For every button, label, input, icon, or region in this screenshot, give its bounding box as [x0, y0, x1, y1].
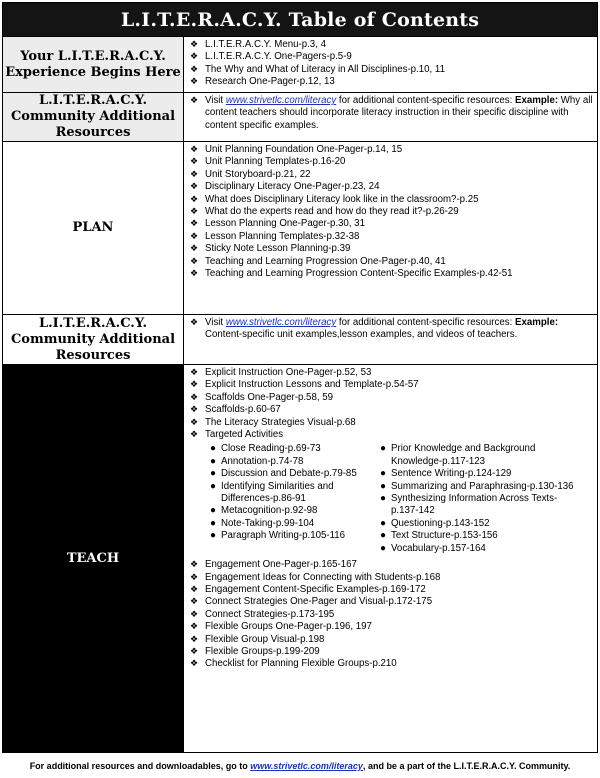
community-row-1: [3, 93, 598, 142]
activity-item: [380, 481, 580, 493]
list-item: [190, 404, 593, 416]
diamond-bullet-icon: ❖: [190, 597, 199, 608]
activity-text: Text Structure-p.153-156: [391, 530, 498, 542]
list-item: [190, 367, 593, 379]
diamond-bullet-icon: ❖: [190, 219, 199, 230]
visit-after-text: for additional content-specific resources:: [336, 95, 513, 106]
list-item: [190, 231, 593, 243]
diamond-bullet-icon: ❖: [190, 182, 199, 193]
diamond-bullet-icon: ❖: [190, 622, 199, 633]
list-item: [190, 392, 593, 404]
strivetlc-link[interactable]: www.strivetlc.com/literacy: [225, 95, 337, 106]
experience-list: [190, 39, 593, 89]
diamond-bullet-icon: ❖: [190, 52, 199, 63]
list-item-text: Checklist for Planning Flexible Groups-p.210: [205, 658, 397, 670]
diamond-bullet-icon: ❖: [190, 145, 199, 155]
example-label: Example:: [514, 317, 559, 328]
round-bullet-icon: ●: [380, 542, 387, 554]
community-cell-2: [184, 315, 598, 365]
diamond-bullet-icon: ❖: [190, 368, 199, 378]
list-item: [190, 429, 593, 441]
list-item-text: Engagement Content-Specific Examples-p.169-172: [205, 583, 426, 595]
diamond-bullet-icon: ❖: [190, 231, 199, 242]
round-bullet-icon: ●: [380, 493, 387, 505]
list-item: [190, 218, 593, 230]
strivetlc-link[interactable]: www.strivetlc.com/literacy: [225, 317, 337, 328]
list-item-text: What does Disciplinary Literacy look like in the classroom?-p.25: [205, 193, 479, 205]
activity-item: [210, 481, 380, 506]
list-item: [190, 634, 593, 646]
list-item-text: Scaffolds-p.60-67: [205, 404, 281, 416]
activity-item: [210, 456, 380, 468]
activity-text: Metacognition-p.92-98: [221, 505, 318, 517]
list-item-text: Sticky Note Lesson Planning-p.39: [205, 243, 351, 255]
list-item-text: L.I.T.E.R.A.C.Y. Menu-p.3, 4: [205, 39, 326, 50]
activities-right: [380, 443, 580, 555]
list-item-text: Flexible Groups-p.199-209: [205, 645, 320, 657]
activity-item: [380, 443, 580, 468]
activity-text: Discussion and Debate-p.79-85: [221, 468, 357, 480]
list-item-text: Unit Planning Foundation One-Pager-p.14, 15: [205, 144, 403, 155]
list-item: [190, 51, 593, 63]
diamond-bullet-icon: ❖: [190, 584, 199, 595]
diamond-bullet-icon: ❖: [190, 659, 199, 670]
activity-item: [210, 443, 380, 455]
list-item: [190, 646, 593, 658]
visit-text: Visit: [205, 95, 224, 106]
list-item-text: Unit Planning Templates-p.16-20: [205, 156, 346, 168]
list-item-text: Lesson Planning Templates-p.32-38: [205, 230, 360, 242]
diamond-bullet-icon: ❖: [190, 194, 199, 205]
activity-item: [380, 468, 580, 480]
list-item: [190, 256, 593, 268]
footer-text-after: , and be a part of the L.I.T.E.R.A.C.Y. Community.: [362, 761, 571, 771]
diamond-bullet-icon: ❖: [190, 64, 199, 75]
list-item: [190, 596, 593, 608]
plan-row: [3, 142, 598, 315]
section-label-teach: TEACH: [3, 365, 184, 753]
community-row-2: [3, 315, 598, 365]
list-item: [190, 206, 593, 218]
activity-item: [210, 518, 380, 530]
diamond-bullet-icon: ❖: [190, 392, 199, 403]
list-item: [190, 156, 593, 168]
list-item: [190, 621, 593, 633]
list-item: [190, 559, 593, 571]
list-item-text: Lesson Planning One-Pager-p.30, 31: [205, 218, 365, 230]
activity-text: Synthesizing Information Across Texts-p.137-142: [391, 493, 558, 517]
list-item-text: Engagement Ideas for Connecting with Students-p.168: [205, 571, 441, 583]
round-bullet-icon: ●: [210, 480, 217, 492]
activity-text: Paragraph Writing-p.105-116: [221, 530, 346, 542]
activity-text: Sentence Writing-p.124-129: [391, 468, 512, 480]
round-bullet-icon: ●: [210, 443, 217, 455]
teach-list-after: [190, 559, 593, 671]
section-label-plan: PLAN: [3, 142, 184, 315]
community-visit-item: [190, 317, 593, 342]
toc-table: [2, 2, 598, 753]
activity-item: [380, 493, 580, 518]
activity-item: [380, 543, 580, 555]
targeted-activities: [190, 441, 593, 559]
list-item: [190, 194, 593, 206]
list-item-text: Engagement One-Pager-p.165-167: [205, 559, 357, 571]
list-item-text: L.I.T.E.R.A.C.Y. One-Pagers-p.5-9: [205, 51, 352, 63]
round-bullet-icon: ●: [210, 505, 217, 517]
activity-text: Questioning-p.143-152: [391, 517, 490, 529]
example-text: Why all content teachers should incorporate literacy instruction in their specific discipline with content specific examples.: [205, 95, 593, 131]
community-visit-item: [190, 95, 593, 132]
activity-text: Vocabulary-p.157-164: [391, 542, 486, 554]
list-item-text: What do the experts read and how do they read it?-p.26-29: [205, 206, 459, 218]
section-label-experience: Your L.I.T.E.R.A.C.Y. Experience Begins Here: [3, 37, 184, 93]
list-item-text: Research One-Pager-p.12, 13: [205, 76, 335, 88]
page-title: L.I.T.E.R.A.C.Y. Table of Contents: [3, 3, 598, 37]
list-item-text: Explicit Instruction Lessons and Template-p.54-57: [205, 379, 419, 391]
diamond-bullet-icon: ❖: [190, 256, 199, 267]
diamond-bullet-icon: ❖: [190, 269, 199, 280]
teach-list-cell: [184, 365, 598, 753]
list-item-text: Unit Storyboard-p.21, 22: [205, 168, 311, 180]
activity-item: [210, 468, 380, 480]
footer-link[interactable]: www.strivetlc.com/literacy: [250, 761, 363, 771]
list-item: [190, 181, 593, 193]
diamond-bullet-icon: ❖: [190, 430, 199, 441]
round-bullet-icon: ●: [380, 517, 387, 529]
footer-note: [0, 760, 600, 772]
diamond-bullet-icon: ❖: [190, 572, 199, 583]
round-bullet-icon: ●: [210, 530, 217, 542]
list-item-text: Connect Strategies One-Pager and Visual-p.172-175: [205, 596, 433, 608]
diamond-bullet-icon: ❖: [190, 609, 199, 620]
footer-text-before: For additional resources and downloadables, go to: [29, 761, 251, 771]
diamond-bullet-icon: ❖: [190, 96, 199, 106]
list-item: [190, 243, 593, 255]
activity-item: [380, 518, 580, 530]
title-row: [3, 3, 598, 37]
diamond-bullet-icon: ❖: [190, 157, 199, 168]
round-bullet-icon: ●: [380, 530, 387, 542]
diamond-bullet-icon: ❖: [190, 77, 199, 88]
visit-after-text: for additional content-specific resources:: [336, 317, 513, 328]
list-item: [190, 64, 593, 76]
list-item: [190, 268, 593, 280]
diamond-bullet-icon: ❖: [190, 207, 199, 218]
diamond-bullet-icon: ❖: [190, 380, 199, 391]
diamond-bullet-icon: ❖: [190, 40, 199, 50]
activity-text: Note-Taking-p.99-104: [221, 517, 315, 529]
activity-item: [210, 505, 380, 517]
round-bullet-icon: ●: [380, 443, 387, 455]
diamond-bullet-icon: ❖: [190, 318, 199, 328]
activities-left: [210, 443, 380, 555]
experience-list-cell: [184, 37, 598, 93]
list-item-text: Disciplinary Literacy One-Pager-p.23, 24: [205, 181, 380, 193]
round-bullet-icon: ●: [380, 468, 387, 480]
list-item-text: Targeted Activities: [205, 429, 284, 441]
visit-text: Visit: [205, 317, 224, 328]
round-bullet-icon: ●: [380, 480, 387, 492]
list-item: [190, 39, 593, 51]
activity-text: Identifying Similarities and Differences-p.86-91: [221, 480, 334, 505]
teach-row: [3, 365, 598, 753]
list-item: [190, 658, 593, 670]
plan-list: [190, 144, 593, 280]
list-item-text: Teaching and Learning Progression Content-Specific Examples-p.42-51: [205, 268, 513, 280]
activity-text: Summarizing and Paraphrasing-p.130-136: [391, 480, 574, 492]
list-item-text: Explicit Instruction One-Pager-p.52, 53: [205, 367, 372, 378]
activity-text: Annotation-p.74-78: [221, 455, 304, 467]
list-item: [190, 609, 593, 621]
diamond-bullet-icon: ❖: [190, 169, 199, 180]
example-label: Example:: [514, 95, 559, 106]
list-item-text: Scaffolds One-Pager-p.58, 59: [205, 391, 333, 403]
experience-row: [3, 37, 598, 93]
diamond-bullet-icon: ❖: [190, 634, 199, 645]
plan-list-cell: [184, 142, 598, 315]
list-item: [190, 169, 593, 181]
diamond-bullet-icon: ❖: [190, 244, 199, 255]
list-item: [190, 584, 593, 596]
list-item-text: Flexible Group Visual-p.198: [205, 633, 325, 645]
list-item-text: The Why and What of Literacy in All Disciplines-p.10, 11: [205, 63, 445, 75]
activity-text: Close Reading-p.69-73: [221, 443, 321, 455]
diamond-bullet-icon: ❖: [190, 646, 199, 657]
list-item: [190, 572, 593, 584]
section-label-community-1: L.I.T.E.R.A.C.Y. Community Additional Resources: [3, 93, 184, 142]
round-bullet-icon: ●: [210, 517, 217, 529]
community-cell-1: [184, 93, 598, 142]
activity-text: Prior Knowledge and Background Knowledge-p.117-123: [391, 443, 536, 467]
activity-item: [210, 530, 380, 542]
list-item-text: Teaching and Learning Progression One-Pager-p.40, 41: [205, 255, 446, 267]
teach-list-before: [190, 367, 593, 441]
diamond-bullet-icon: ❖: [190, 417, 199, 428]
list-item: [190, 417, 593, 429]
activity-item: [380, 530, 580, 542]
diamond-bullet-icon: ❖: [190, 405, 199, 416]
list-item-text: Flexible Groups One-Pager-p.196, 197: [205, 621, 372, 633]
list-item-text: Connect Strategies-p.173-195: [205, 608, 335, 620]
list-item: [190, 379, 593, 391]
list-item: [190, 144, 593, 156]
round-bullet-icon: ●: [210, 455, 217, 467]
example-text: Content-specific unit examples,lesson examples, and videos of teachers.: [205, 329, 518, 341]
list-item: [190, 76, 593, 88]
list-item-text: The Literacy Strategies Visual-p.68: [205, 416, 356, 428]
diamond-bullet-icon: ❖: [190, 560, 199, 571]
section-label-community-2: L.I.T.E.R.A.C.Y. Community Additional Resources: [3, 315, 184, 365]
round-bullet-icon: ●: [210, 468, 217, 480]
